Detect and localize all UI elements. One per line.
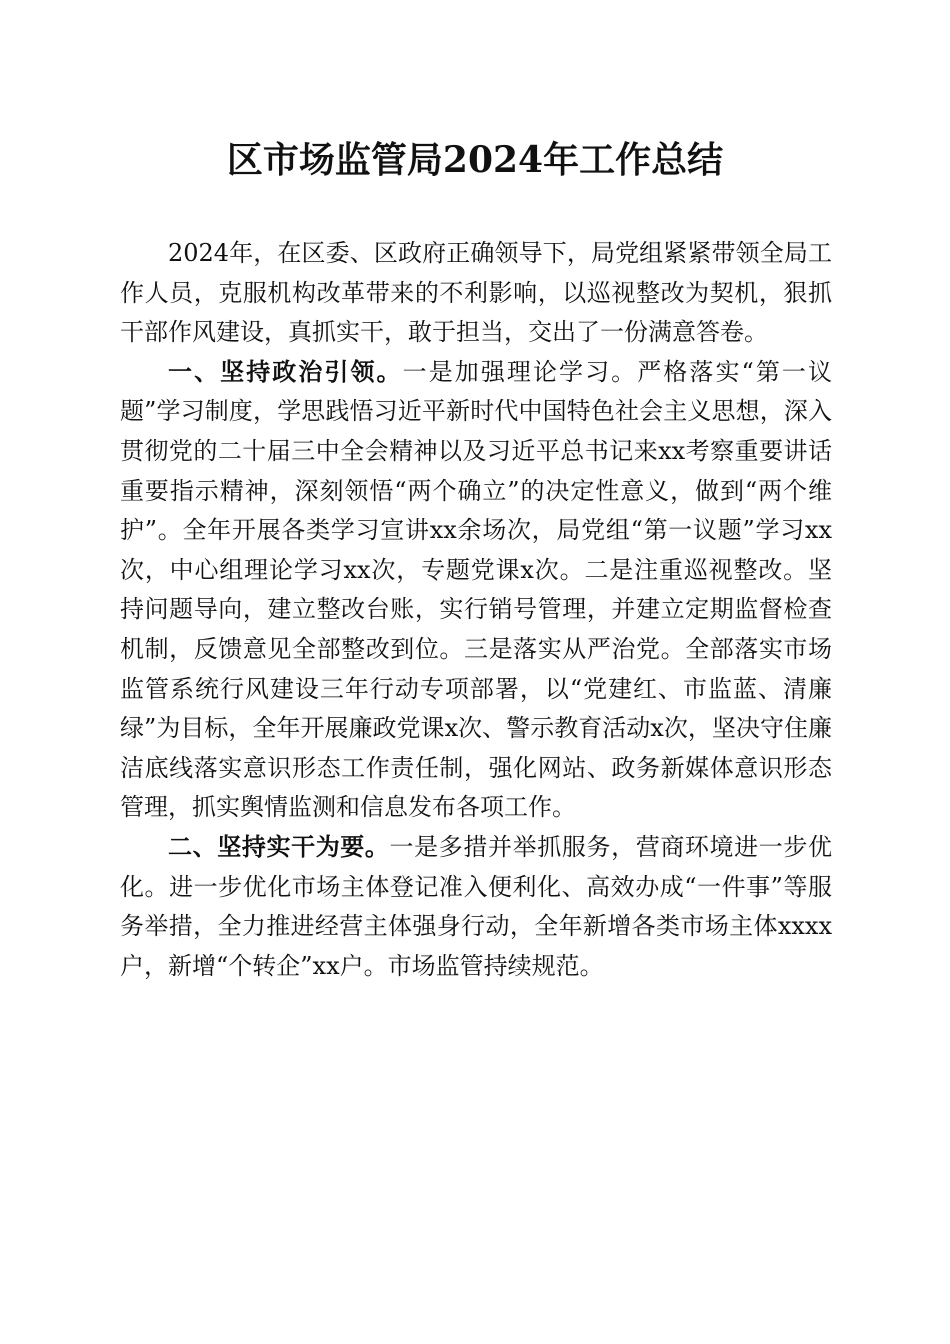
document-body [120, 234, 832, 986]
section-text: 一是加强理论学习。严格落实“第一议题”学习制度，学思践悟习近平新时代中国特色社会主义思想，深入贯彻党的二十届三中全会精神以及习近平总书记来xx考察重要讲话重要指示精神，深刻领悟“两个确立”的决定性意义，做到“两个维护”。全年开展各类学习宣讲xx余场次，局党组“第一议题”学习xx次，中心组理论学习xx次，专题党课x次。二是注重巡视整改。坚持问题导向，建立整改台账，实行销号管理，并建立定期监督检查机制，反馈意见全部整改到位。三是落实从严治党。全部落实市场监管系统行风建设三年行动专项部署，以“党建红、市监蓝、清廉绿”为目标，全年开展廉政党课x次、警示教育活动x次，坚决守住廉洁底线落实意识形态工作责任制，强化网站、政务新媒体意识形态管理，抓实舆情监测和信息发布各项工作。 [120, 357, 832, 822]
intro-text: 2024年，在区委、区政府正确领导下，局党组紧紧带领全局工作人员，克服机构改革带来的不利影响，以巡视整改为契机，狠抓干部作风建设，真抓实干，敢于担当，交出了一份满意答卷。 [120, 239, 832, 347]
section-heading: 二、坚持实干为要。 [168, 832, 390, 861]
section-political-leadership [120, 353, 832, 828]
section-heading: 一、坚持政治引领。 [168, 357, 403, 386]
section-text: 一是多措并举抓服务，营商环境进一步优化。进一步优化市场主体登记准入便利化、高效办成“一件事”等服务举措，全力推进经营主体强身行动，全年新增各类市场主体xxxx户，新增“个转企”xx户。市场监管持续规范。 [120, 832, 833, 980]
intro-paragraph [120, 234, 832, 353]
document-title: 区市场监管局2024年工作总结 [226, 139, 724, 181]
section-practical-work [120, 828, 832, 986]
